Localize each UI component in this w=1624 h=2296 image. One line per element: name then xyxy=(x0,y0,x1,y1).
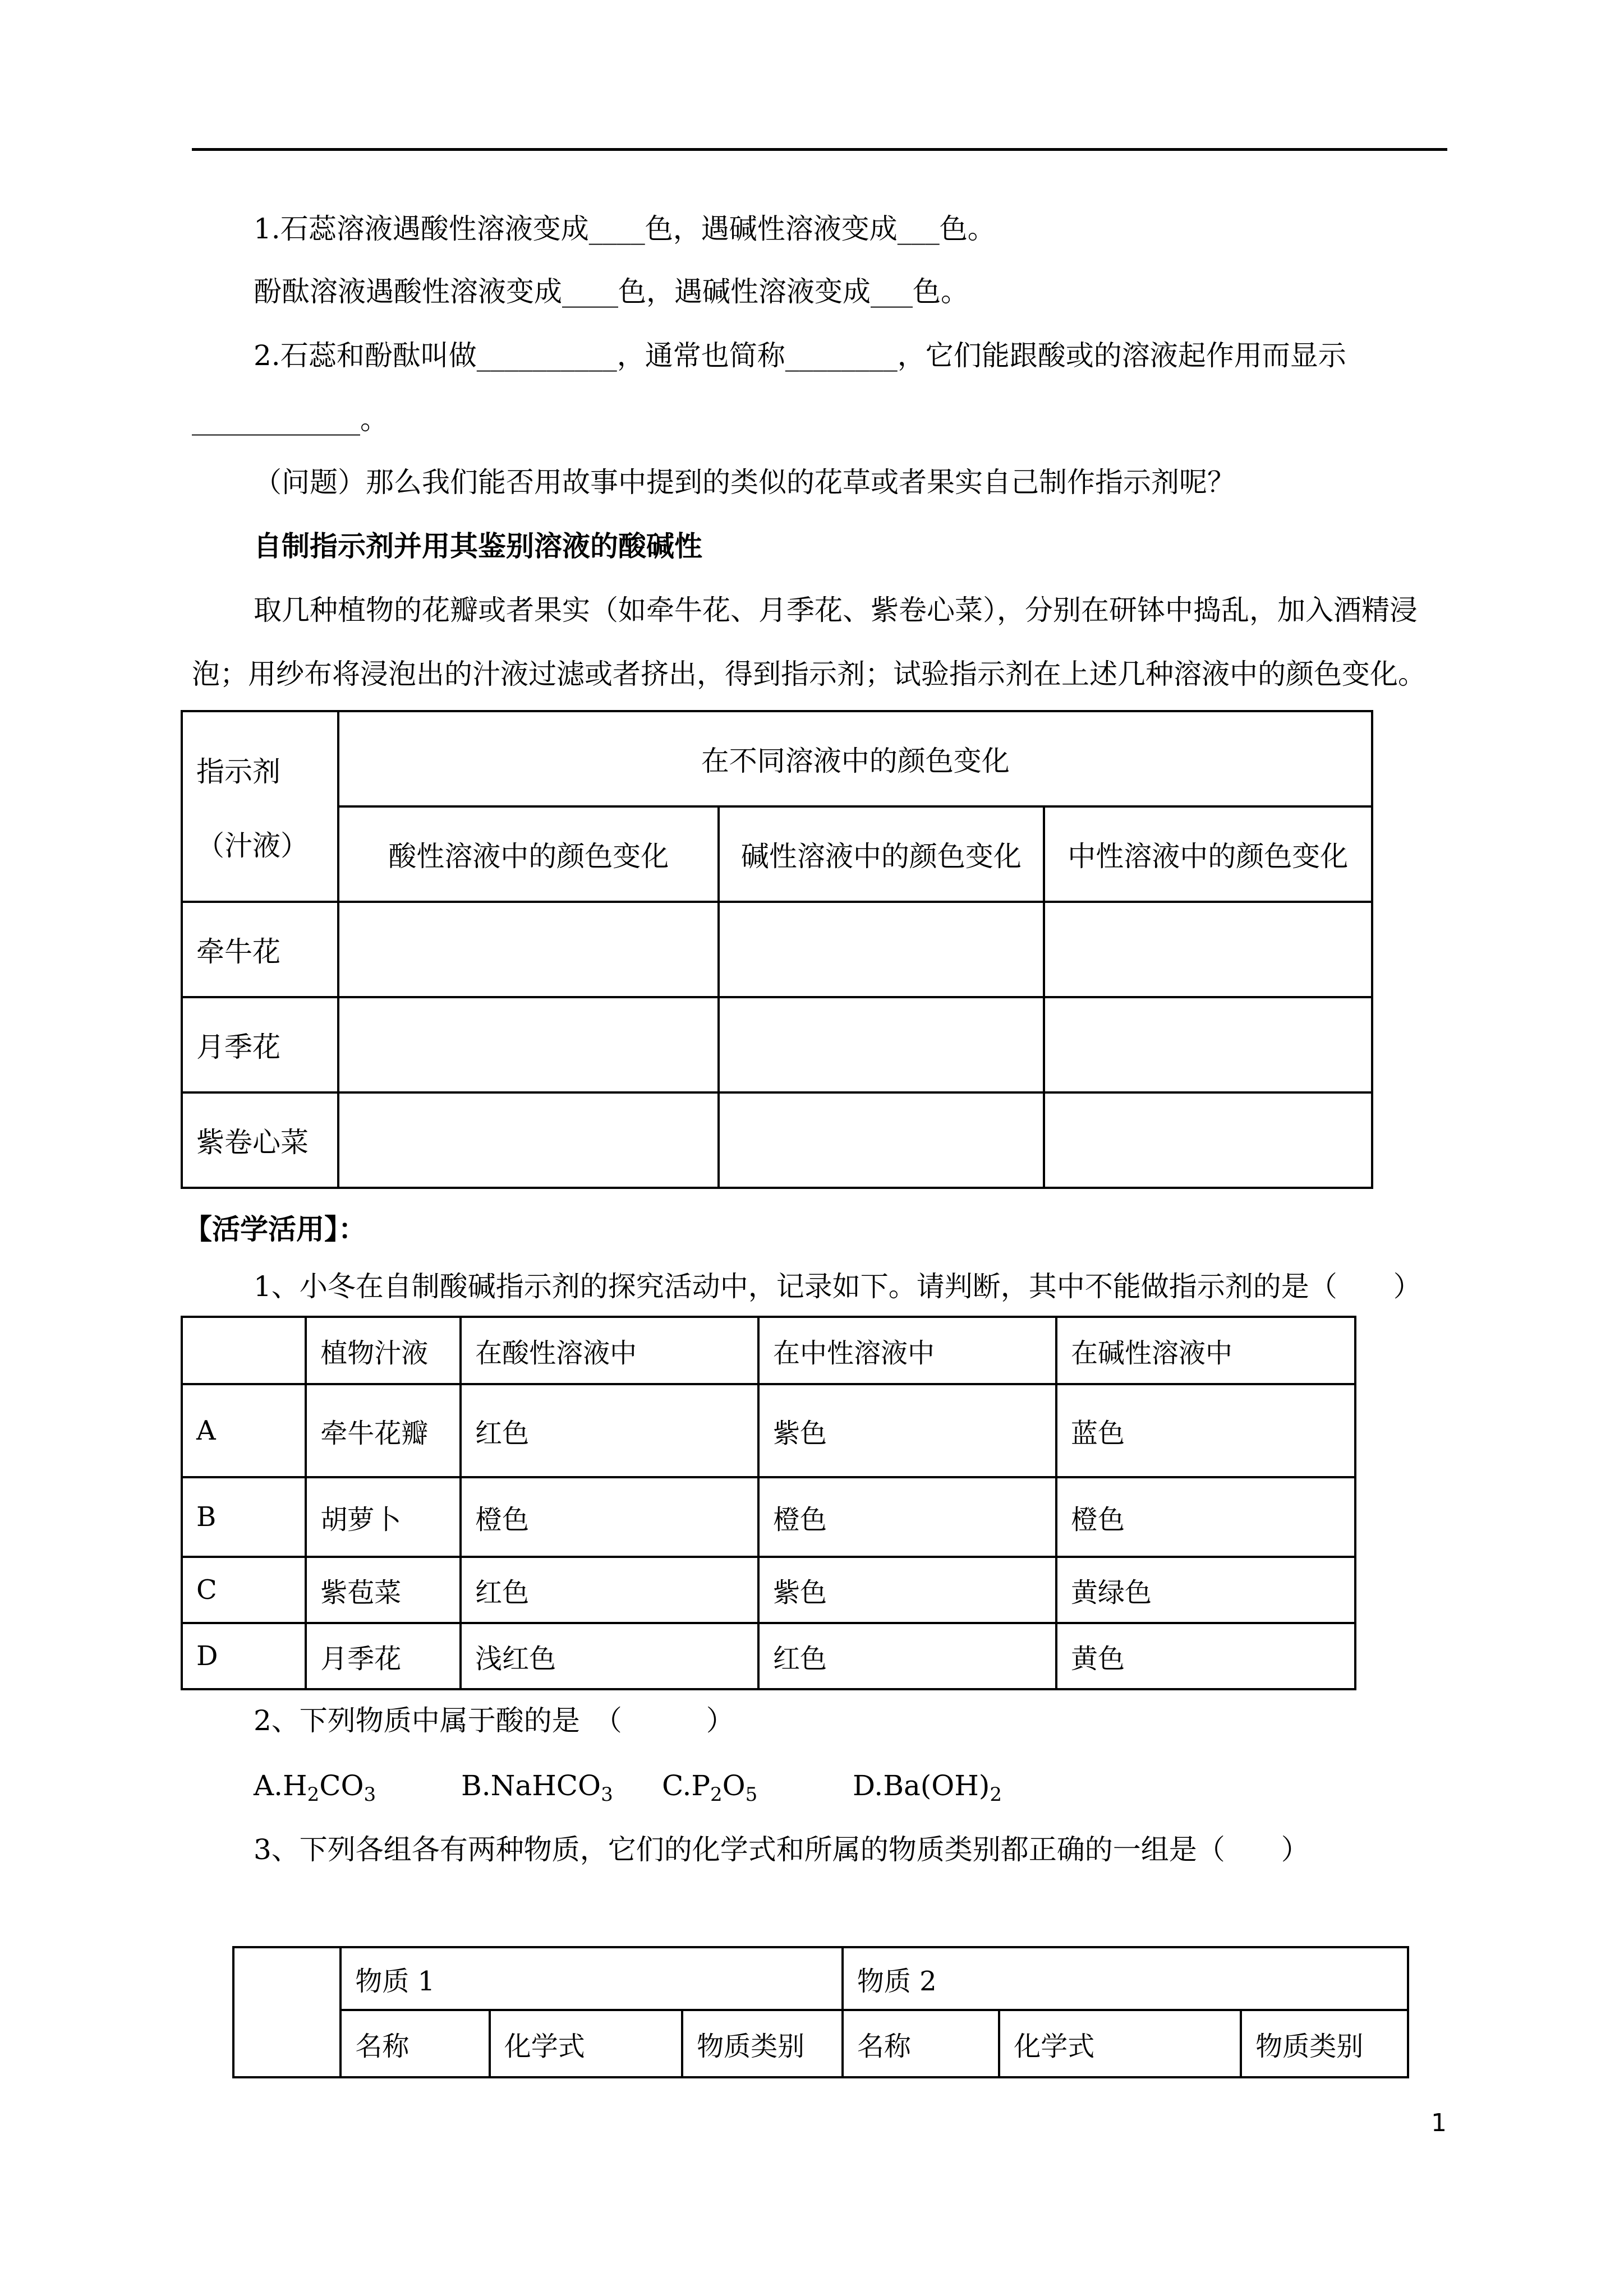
indicator-header-label: 指示剂 xyxy=(196,755,280,788)
question-1-line: 1.石蕊溶液遇酸性溶液变成____色，遇碱性溶液变成___色。 xyxy=(254,213,996,245)
substance-1-header: 物质 1 xyxy=(341,1947,843,2010)
table-cell: 橙色 xyxy=(758,1477,1056,1557)
option-label: A xyxy=(182,1384,306,1477)
problem-line: （问题）那么我们能否用故事中提到的类似的花草或者果实自己制作指示剂呢？ xyxy=(254,466,1235,499)
empty-cell xyxy=(719,1092,1043,1188)
sub-header: 名称 xyxy=(843,2010,999,2077)
practice-question-1: 1、小冬在自制酸碱指示剂的探究活动中，记录如下。请判断，其中不能做指示剂的是（ ） xyxy=(254,1270,1421,1303)
corner-cell xyxy=(233,1947,341,2077)
empty-cell xyxy=(338,997,719,1092)
option-label: C xyxy=(182,1557,306,1623)
table-cell: 牵牛花瓣 xyxy=(306,1384,461,1477)
table-cell: 红色 xyxy=(461,1384,758,1477)
row-label: 月季花 xyxy=(182,997,338,1092)
question-2-blank: ____________。 xyxy=(192,403,388,436)
option-d: $D.Ba(OH)_2$ xyxy=(853,1769,1002,1806)
page-number: 1 xyxy=(1431,2109,1447,2137)
practice-heading: 【活学活用】： xyxy=(184,1212,366,1246)
indicator-table xyxy=(181,710,1373,1189)
indicator-header-sublabel: （汁液） xyxy=(196,829,309,862)
option-label: B xyxy=(182,1477,306,1557)
question-2-line: 2.石蕊和酚酞叫做__________，通常也简称________，它们能跟酸或的溶液起作用而显示 xyxy=(254,339,1346,372)
header-cell: 在中性溶液中 xyxy=(758,1317,1056,1384)
substance-table xyxy=(232,1946,1409,2078)
section-heading: 自制指示剂并用其鉴别溶液的酸碱性 xyxy=(254,529,702,563)
practice-question-3: 3、下列各组各有两种物质，它们的化学式和所属的物质类别都正确的一组是（ ） xyxy=(254,1833,1309,1866)
empty-cell xyxy=(338,902,719,997)
sub-header: 化学式 xyxy=(490,2010,682,2077)
option-b: B.NaHCO$_3$ xyxy=(461,1769,613,1806)
procedure-line-2: 泡；用纱布将浸泡出的汁液过滤或者挤出，得到指示剂；试验指示剂在上述几种溶液中的颜色变化。 xyxy=(192,658,1426,690)
option-c: $C.P_2O_5$ xyxy=(662,1769,758,1806)
plant-juice-table xyxy=(181,1316,1356,1690)
table-cell: 红色 xyxy=(758,1623,1056,1689)
sub-header: 名称 xyxy=(341,2010,489,2077)
empty-cell xyxy=(1044,997,1372,1092)
empty-cell xyxy=(1044,902,1372,997)
option-a: $A.H_2CO_3$ xyxy=(254,1769,376,1806)
table-cell: 紫苞菜 xyxy=(306,1557,461,1623)
table-cell: 黄色 xyxy=(1056,1623,1355,1689)
indicator-header-cell xyxy=(182,711,338,902)
header-cell: 在碱性溶液中 xyxy=(1056,1317,1355,1384)
table-cell: 黄绿色 xyxy=(1056,1557,1355,1623)
table-cell: 蓝色 xyxy=(1056,1384,1355,1477)
practice-question-2: 2、下列物质中属于酸的是 （ ） xyxy=(254,1704,734,1737)
sub-header: 物质类别 xyxy=(1241,2010,1408,2077)
table-cell: 紫色 xyxy=(758,1557,1056,1623)
sub-header: 物质类别 xyxy=(682,2010,843,2077)
empty-cell xyxy=(719,997,1043,1092)
empty-cell xyxy=(719,902,1043,997)
empty-cell xyxy=(1044,1092,1372,1188)
base-header: 碱性溶液中的颜色变化 xyxy=(719,806,1043,902)
empty-cell xyxy=(338,1092,719,1188)
row-label: 紫卷心菜 xyxy=(182,1092,338,1188)
color-change-header: 在不同溶液中的颜色变化 xyxy=(338,711,1372,806)
header-cell: 在酸性溶液中 xyxy=(461,1317,758,1384)
row-label: 牵牛花 xyxy=(182,902,338,997)
table-cell: 胡萝卜 xyxy=(306,1477,461,1557)
option-label: D xyxy=(182,1623,306,1689)
substance-2-header: 物质 2 xyxy=(843,1947,1408,2010)
procedure-line-1: 取几种植物的花瓣或者果实（如牵牛花、月季花、紫卷心菜），分别在研钵中捣乱，加入酒精浸 xyxy=(254,594,1418,626)
neutral-header: 中性溶液中的颜色变化 xyxy=(1044,806,1372,902)
header-cell xyxy=(182,1317,306,1384)
header-rule xyxy=(192,148,1447,151)
header-cell: 植物汁液 xyxy=(306,1317,461,1384)
table-cell: 紫色 xyxy=(758,1384,1056,1477)
table-cell: 红色 xyxy=(461,1557,758,1623)
table-cell: 橙色 xyxy=(1056,1477,1355,1557)
sub-header: 化学式 xyxy=(999,2010,1241,2077)
table-cell: 橙色 xyxy=(461,1477,758,1557)
acid-header: 酸性溶液中的颜色变化 xyxy=(338,806,719,902)
table-cell: 浅红色 xyxy=(461,1623,758,1689)
table-cell: 月季花 xyxy=(306,1623,461,1689)
question-1-line-2: 酚酞溶液遇酸性溶液变成____色，遇碱性溶液变成___色。 xyxy=(254,275,969,308)
